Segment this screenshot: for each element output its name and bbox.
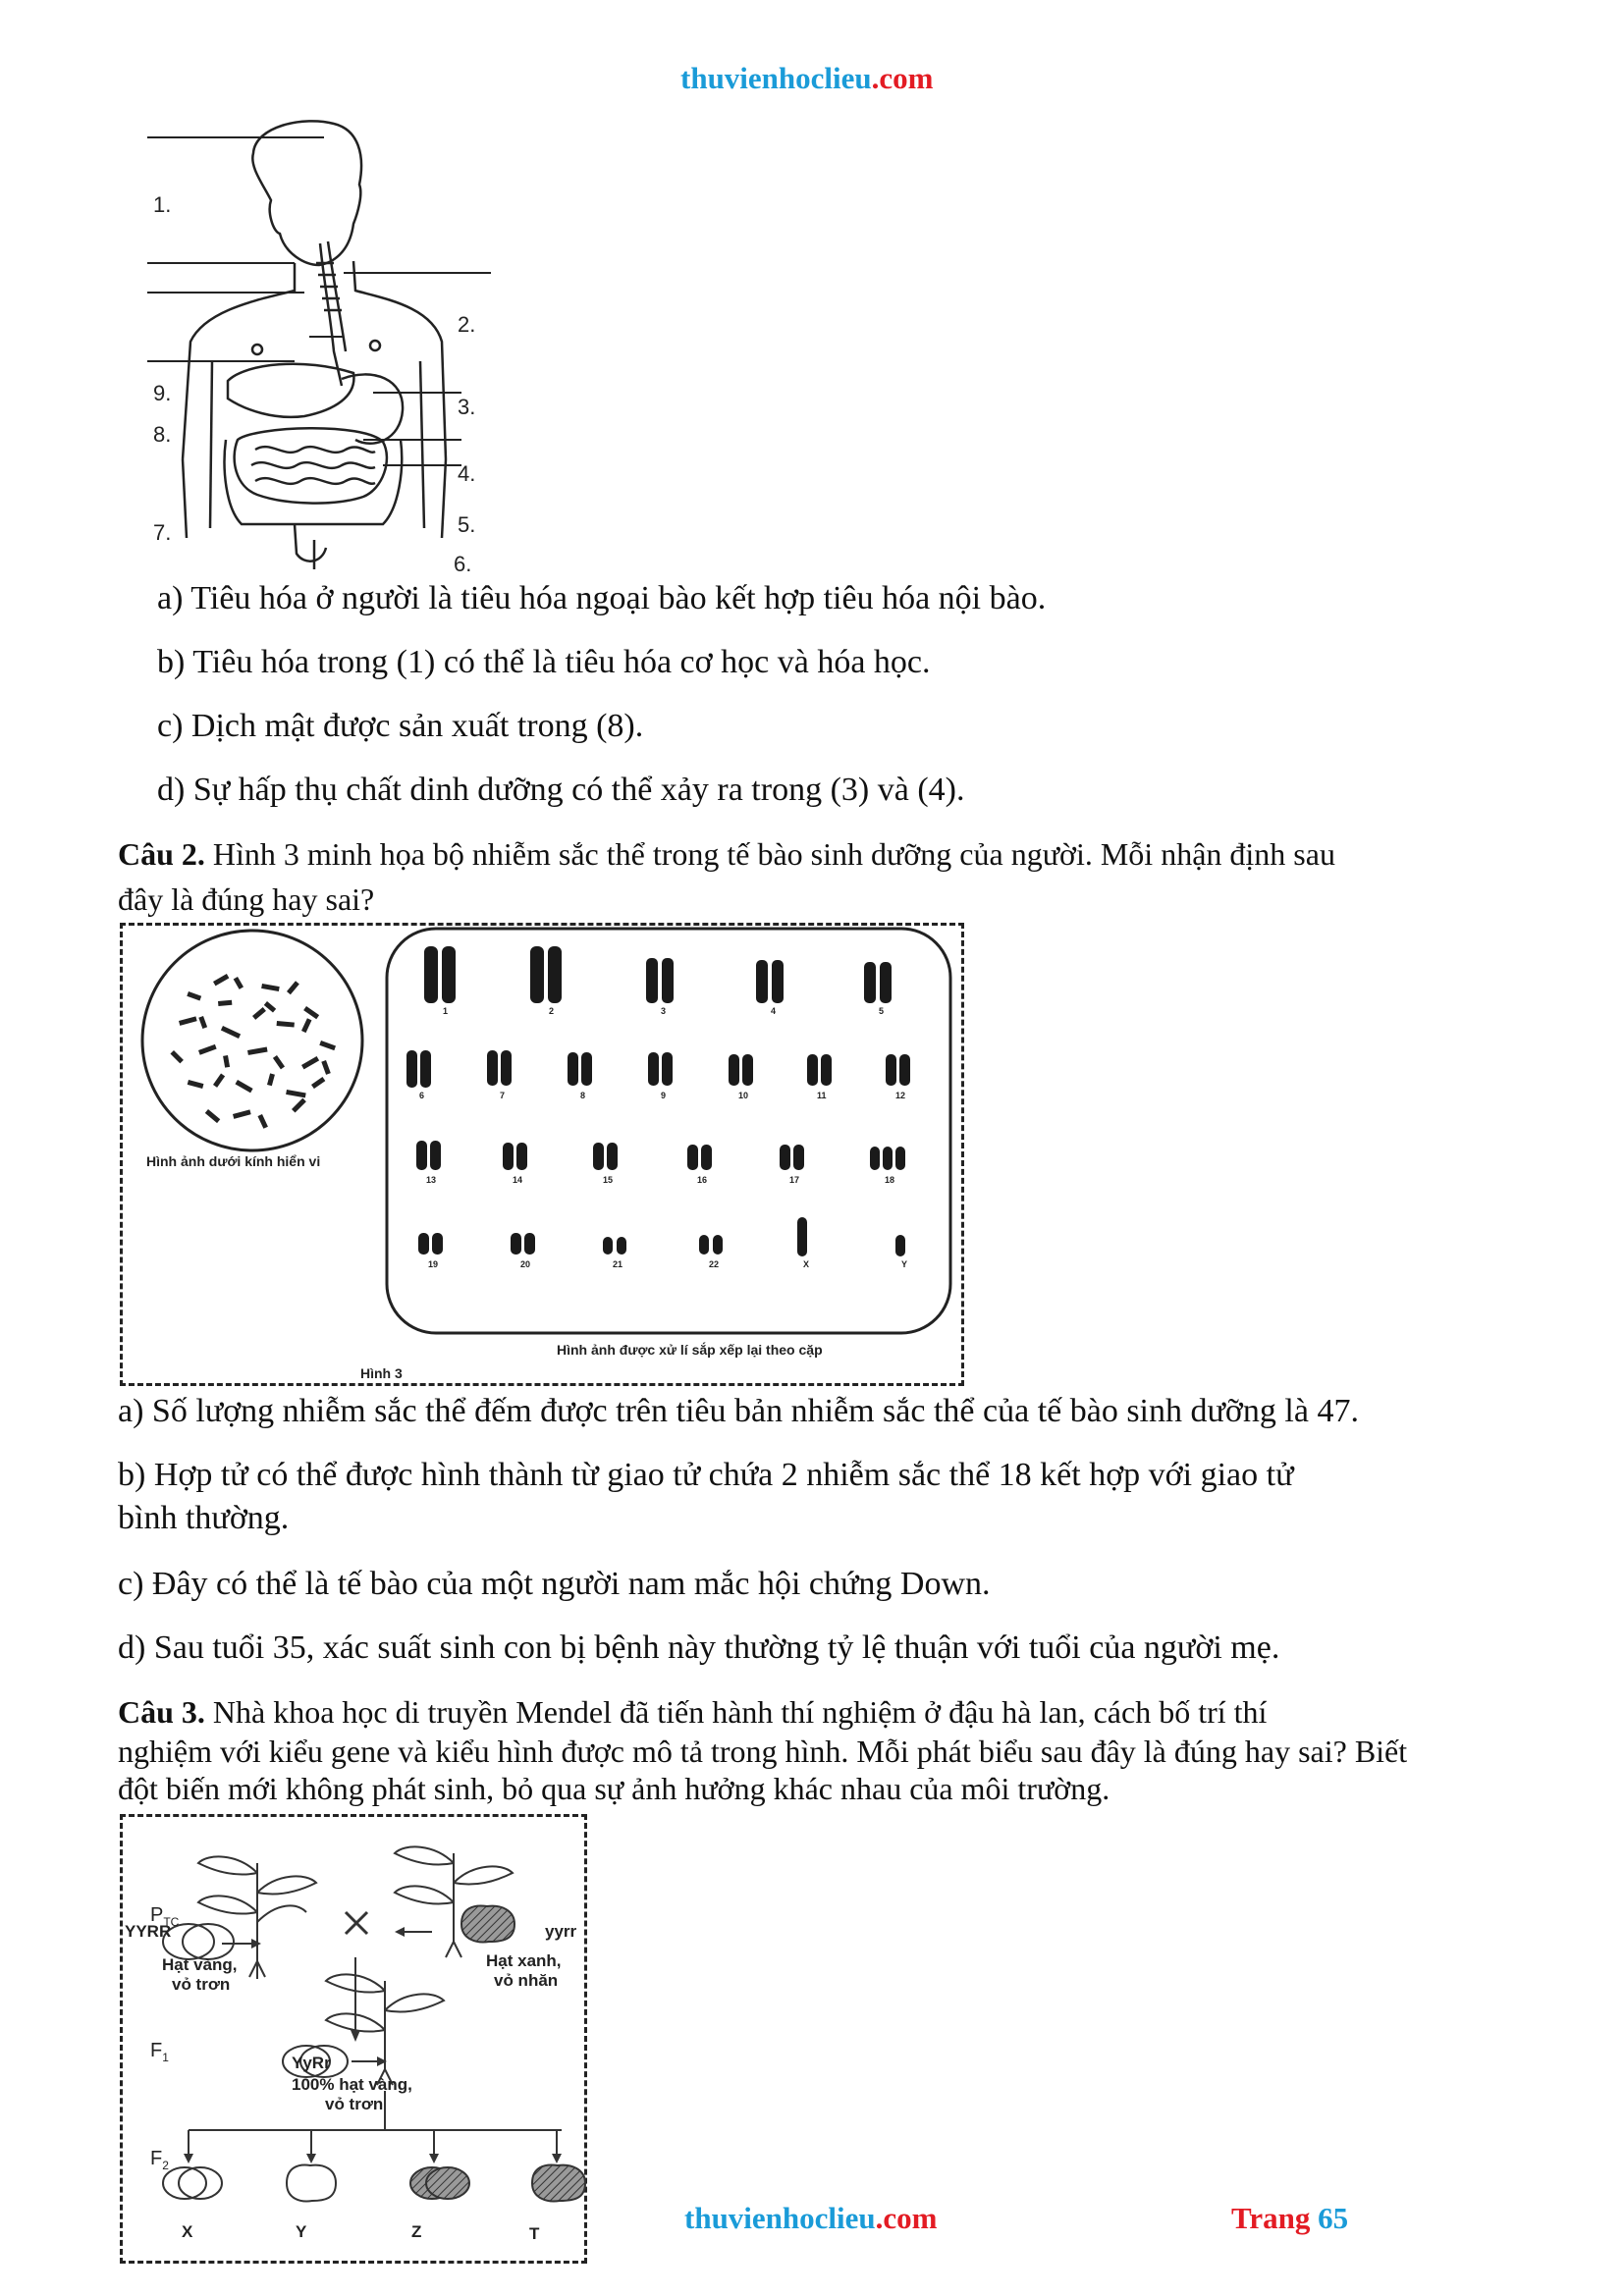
digestive-label-9: 9. [153,381,172,405]
mendel-cross-figure [120,1814,587,2264]
p-subscript: TC [163,1915,180,1929]
q1-statement-a: a) Tiêu hóa ở người là tiêu hóa ngoại bào kết hợp tiêu hóa nội bào. [157,580,1047,616]
q1-statement-d: d) Sự hấp thụ chất dinh dưỡng có thể xảy ra trong (3) và (4). [157,772,965,808]
page-label: Trang [1231,2201,1319,2235]
chromosome-number: 8 [580,1091,586,1100]
footer-page [1231,2201,1348,2236]
chromosome-number: 1 [443,1006,449,1016]
micro-caption: Hình ảnh dưới kính hiển vi [146,1153,321,1169]
chromosome-number: 9 [661,1091,667,1100]
mendel-cross-illustration [120,1814,587,2264]
chromosome-number: 7 [500,1091,506,1100]
chromosome-number: 13 [426,1175,437,1185]
chromosome-number: 6 [419,1091,425,1100]
digestive-label-1: 1. [153,192,172,217]
header-site [680,61,934,96]
chromosome-number: 12 [895,1091,906,1100]
chromosome-number: Y [901,1259,908,1269]
q2-label: Câu 2. [118,836,205,872]
right-phenotype-1: Hạt xanh, [486,1951,562,1970]
offspring-y-label: Y [296,2222,307,2241]
q3-prompt-line1 [118,1690,1267,1734]
sorted-caption: Hình ảnh được xử lí sắp xếp lại theo cặp [557,1342,823,1358]
digestive-label-7: 7. [153,520,172,545]
q1-statement-c: c) Dịch mật được sản xuất trong (8). [157,708,644,744]
q3-label: Câu 3. [118,1694,205,1730]
digestive-label-2: 2. [458,312,476,337]
chromosome-number: 3 [661,1006,667,1016]
chromosome-number: 11 [817,1091,827,1100]
karyotype-figure [120,923,964,1386]
q2-prompt-line2: đây là đúng hay sai? [118,881,375,917]
q2-statement-a: a) Số lượng nhiễm sắc thể đếm được trên tiêu bản nhiễm sắc thể của tế bào sinh dưỡng là 47. [118,1393,1359,1429]
q2-statement-c: c) Đây có thể là tế bào của một người nam mắc hội chứng Down. [118,1566,991,1602]
q2-statement-b-line2: bình thường. [118,1500,290,1536]
q1-statement-b: b) Tiêu hóa trong (1) có thể là tiêu hóa cơ học và hóa học. [157,644,931,680]
q3-text-1: Nhà khoa học di truyền Mendel đã tiến hành thí nghiệm ở đậu hà lan, cách bố trí thí [204,1694,1268,1730]
chromosome-number: X [803,1259,810,1269]
p-letter: P [150,1904,164,1926]
f1-genotype: YyRr [292,2054,331,2072]
header-site-tld: .com [871,61,934,95]
footer-site-tld: .com [875,2201,938,2235]
f1-phenotype-1: 100% hạt vàng, [292,2075,412,2094]
digestive-label-3: 3. [458,395,476,419]
q2-text-1: Hình 3 minh họa bộ nhiễm sắc thể trong tế bào sinh dưỡng của người. Mỗi nhận định sau [204,836,1335,872]
f1-generation-label [150,2041,169,2068]
chromosome-number: 20 [520,1259,531,1269]
figure-label: Hình 3 [360,1365,403,1381]
chromosome-number: 21 [613,1259,623,1269]
chromosome-number: 2 [549,1006,555,1016]
chromosome-number: 16 [697,1175,708,1185]
chromosome-number: 19 [428,1259,439,1269]
digestive-label-5: 5. [458,512,476,537]
page-number: 65 [1318,2201,1349,2235]
f1-letter: F [150,2040,163,2061]
chromosome-number: 22 [709,1259,720,1269]
chromosome-number: 5 [879,1006,885,1016]
f2-letter: F [150,2148,163,2169]
chromosome-number: 15 [603,1175,614,1185]
f2-subscript: 2 [162,2159,169,2172]
left-phenotype-2: vỏ trơn [172,1975,231,1994]
q3-prompt-line3: đột biến mới không phát sinh, bỏ qua sự ảnh hưởng khác nhau của môi trường. [118,1771,1110,1806]
offspring-t-label: T [529,2224,540,2243]
digestive-system-figure [147,116,491,577]
chromosome-number: 4 [771,1006,777,1016]
f2-generation-label [150,2149,169,2176]
header-site-name: thuvienhoclieu [680,61,872,95]
f1-subscript: 1 [162,2051,169,2064]
digestive-system-illustration [147,116,491,577]
q2-statement-d: d) Sau tuổi 35, xác suất sinh con bị bệnh này thường tỷ lệ thuận với tuổi của người mẹ. [118,1629,1280,1666]
digestive-label-4: 4. [458,461,476,486]
digestive-label-6: 6. [454,552,472,576]
offspring-z-label: Z [411,2222,422,2241]
q2-prompt-line1 [118,832,1335,876]
right-genotype: yyrr [545,1922,577,1941]
footer-site-name: thuvienhoclieu [684,2201,876,2235]
q2-statement-b-line1: b) Hợp tử có thể được hình thành từ giao tử chứa 2 nhiễm sắc thể 18 kết hợp với giao tử [118,1457,1294,1493]
offspring-x-label: X [182,2222,193,2241]
f1-phenotype-2: vỏ trơn [325,2095,384,2113]
chromosome-number: 14 [513,1175,523,1185]
chromosome-number: 10 [738,1091,749,1100]
chromosome-number: 18 [885,1175,895,1185]
chromosome-number: 17 [789,1175,800,1185]
q3-prompt-line2: nghiệm với kiểu gene và kiểu hình được mô tả trong hình. Mỗi phát biểu sau đây là đúng hay sai? Biết [118,1734,1408,1769]
left-phenotype-1: Hạt vàng, [162,1955,238,1974]
footer-site [684,2201,938,2236]
right-phenotype-2: vỏ nhăn [494,1971,559,1990]
digestive-label-8: 8. [153,422,172,447]
left-genotype: YYRR [125,1922,172,1941]
